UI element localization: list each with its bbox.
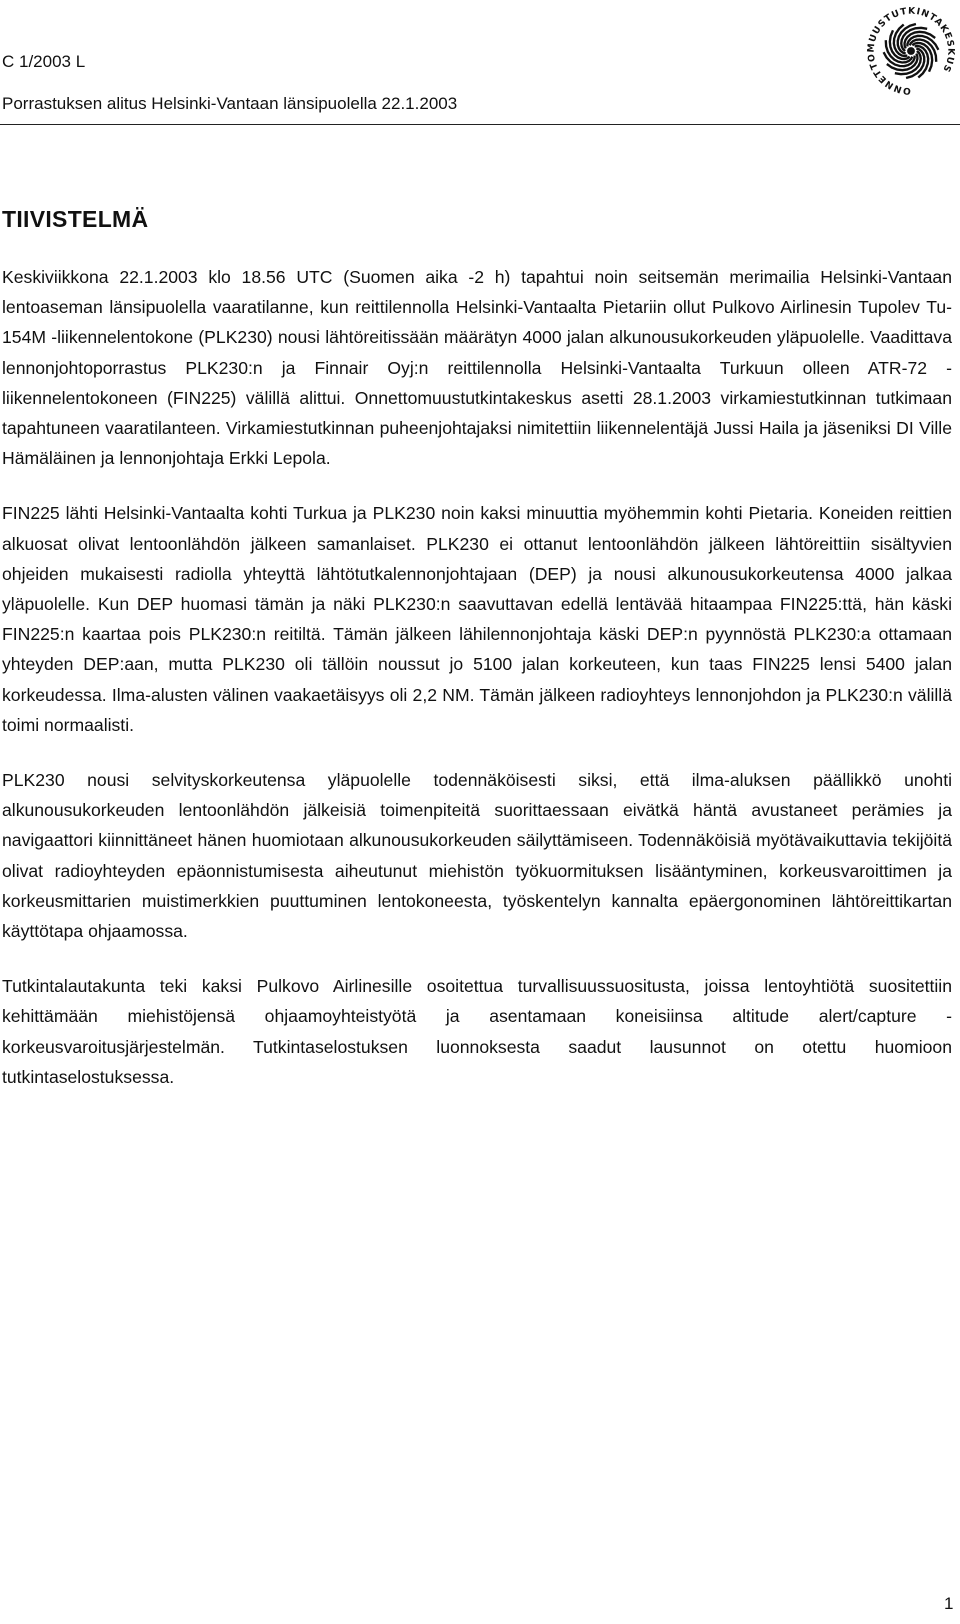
paragraph-3: PLK230 nousi selvityskorkeutensa yläpuolelle todennäköisesti siksi, että ilma-aluksen päällikkö unohti alkunousukorkeuden lentoonlähdön jälkeisiä toimenpiteitä suorittaessaan eivätkä häntä avustaneet perämies ja navigaattori kiinnittäneet hänen huomiotaan alkunousukorkeuden säilyttämiseen. Todennäköisiä myötävaikuttavia tekijöitä olivat radioyhteyden epäonnistumisesta aiheutunut miehistön työkuormituksen lisääntyminen, korkeusvaroittimen ja korkeusmittarien muistimerkkien puuttuminen lentokoneesta, työskentelyn kannalta epäergonominen lähtöreittikartan käyttötapa ohjaamossa.: [2, 770, 952, 942]
onnettomuustutkintakeskus-logo-icon: [862, 0, 960, 102]
page-number: 1: [944, 1594, 954, 1613]
summary-body: [2, 262, 952, 1117]
logo-ring-text: ONNETTOMUUSTUTKINTAKESKUS: [866, 6, 956, 96]
paragraph-4: Tutkintalautakunta teki kaksi Pulkovo Airlinesille osoitettua turvallisuussuositusta, joissa lentoyhtiötä suositettiin kehittämään miehistöjensä ohjaamoyhteistyötä ja asentamaan koneisiinsa altitude alert/capture -korkeusvaroitusjärjestelmän. Tutkintaselostuksen luonnoksesta saadut lausunnot on otettu huomioon tutkintaselostuksessa.: [2, 976, 952, 1087]
document-title: Porrastuksen alitus Helsinki-Vantaan länsipuolella 22.1.2003: [2, 94, 458, 113]
section-title: TIIVISTELMÄ: [2, 206, 149, 232]
page-header: [0, 0, 960, 128]
paragraph-2: FIN225 lähti Helsinki-Vantaalta kohti Turkua ja PLK230 noin kaksi minuuttia myöhemmin kohti Pietaria. Koneiden reittien alkuosat olivat lentoonlähdön jälkeen samanlaiset. PLK230 ei ottanut lentoonlähdön jälkeen lähtöreittiin sisältyvien ohjeiden mukaisesti radiolla yhteyttä lähtötutkalennonjohtajaan (DEP) ja nousi alkunousukorkeutensa 4000 jalkaa yläpuolelle. Kun DEP huomasi tämän ja näki PLK230:n saavuttavan edellä lentävää hitaampaa FIN225:ttä, hän käski FIN225:n kaartaa pois PLK230:n reitiltä. Tämän jälkeen lähilennonjohtaja käski DEP:n pyynnöstä PLK230:a ottamaan yhteyden DEP:aan, mutta PLK230 oli tällöin noussut jo 5100 jalan korkeuteen, kun taas FIN225 lensi 5400 jalan korkeudessa. Ilma-alusten välinen vaakaetäisyys oli 2,2 NM. Tämän jälkeen radioyhteys lennonjohdon ja PLK230:n välillä toimi normaalisti.: [2, 503, 952, 735]
header-divider: [0, 124, 960, 125]
paragraph-1: Keskiviikkona 22.1.2003 klo 18.56 UTC (Suomen aika -2 h) tapahtui noin seitsemän merimailia Helsinki-Vantaan lentoaseman länsipuolella vaaratilanne, kun reittilennolla Helsinki-Vantaalta Pietariin ollut Pulkovo Airlinesin Tupolev Tu-154M -liikennelentokone (PLK230) nousi lähtöreitissään määrätyn 4000 jalan alkunousukorkeuden yläpuolelle. Vaadittava lennonjohtoporrastus PLK230:n ja Finnair Oyj:n reittilennolla Helsinki-Vantaalta Turkuun olleen ATR-72 -liikennelentokoneen (FIN225) välillä alittui. Onnettomuustutkintakeskus asetti 28.1.2003 virkamiestutkinnan tutkimaan tapahtuneen vaaratilanteen. Virkamiestutkinnan puheenjohtajaksi nimitettiin liikennelentäjä Jussi Haila ja jäseniksi DI Ville Hämäläinen ja lennonjohtaja Erkki Lepola.: [2, 267, 952, 469]
document-code: C 1/2003 L: [2, 52, 86, 71]
